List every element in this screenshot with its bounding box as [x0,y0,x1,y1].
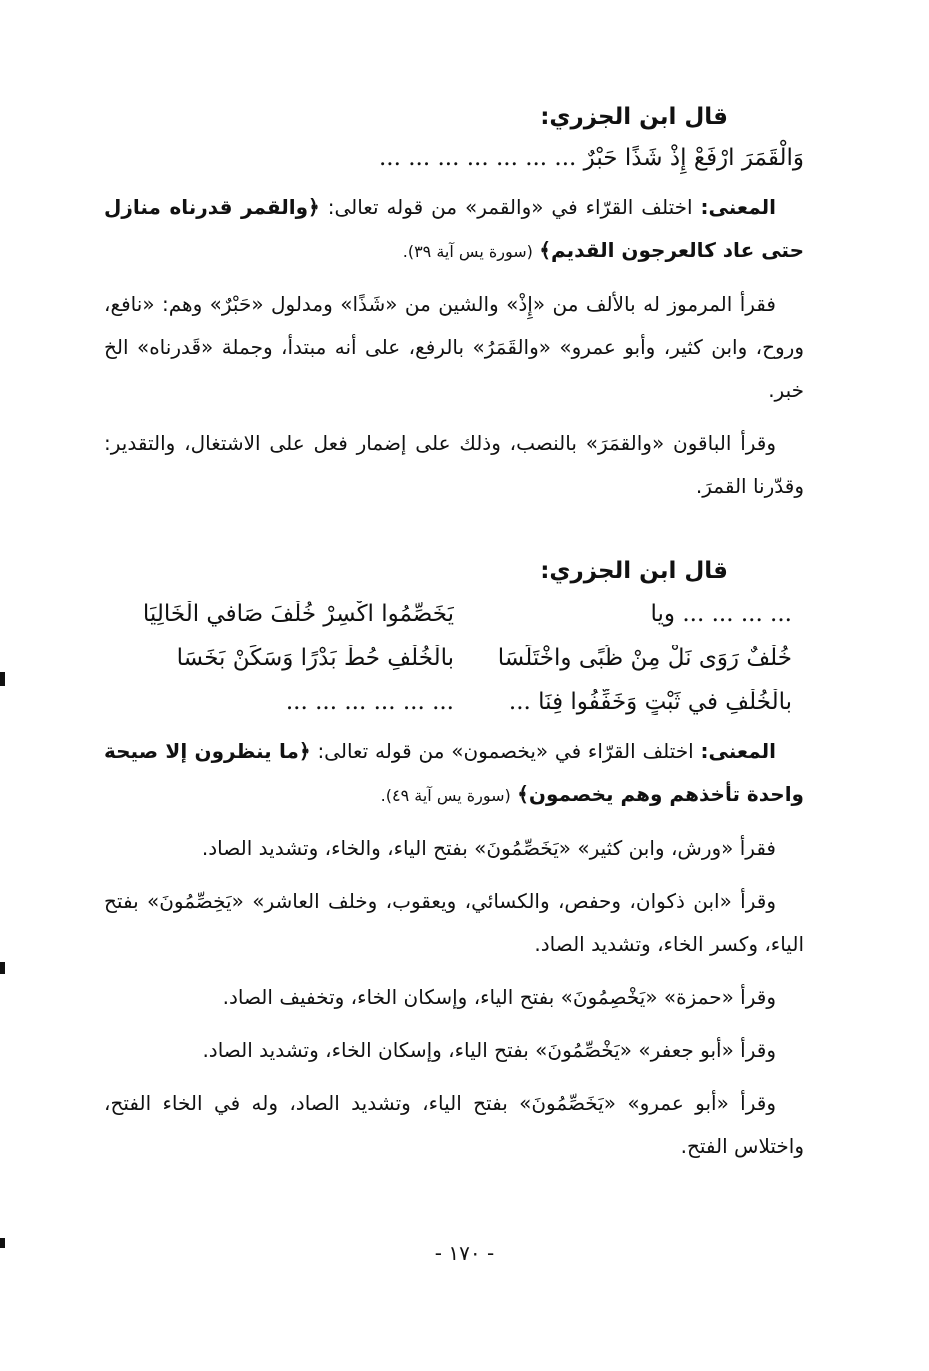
page-number: - ١٧٠ - [434,1241,495,1265]
section2-meaning [104,730,804,817]
page-content [104,100,804,1178]
section2-paragraph: وقرأ «حمزة» «يَخْصِمُونَ» بفتح الياء، وإسكان الخاء، وتخفيف الصاد. [222,985,776,1009]
section1-paragraph-1: فقرأ المرموز له بالألف من «إِذْ» والشين من «شَذًا» ومدلول «حَبْرٌ» وهم: «نافع، وروح، وابن كثير، وأبو عمرو» «والقَمَرُ» بالرفع، على أنه مبتدأ، وجملة «قَدرناه» الخ خبر. [104,292,804,402]
verse-hemistich-right: خُلْفٌ رَوَى نَلْ مِنْ ظُبًى واخْتَلَسَا [497,645,792,671]
scan-edge-mark [0,672,5,686]
section2-verses [104,592,804,724]
verse-hemistich-left: بالْخُلْفِ حُطْ بَدْرًا وَسَكِّنْ بَخَسَا [176,645,454,671]
section2-paragraph: فقرأ «ورش، وابن كثير» «يَخَصِّمُونَ» بفتح الياء، والخاء، وتشديد الصاد. [201,836,776,860]
quran-quote: ﴿ما ينظرون إلا صيحة واحدة تأخذهم وهم يخصمون﴾ [104,739,804,806]
verse-hemistich-right: بالْخُلْفِ في ثَبْتٍ وَخَفِّفُوا فِنَا ... [508,689,792,715]
section1-heading: قال ابن الجزري: [540,104,728,130]
verse-line [116,636,792,680]
scan-edge-mark [0,1238,5,1248]
meaning-text: اختلف القرّاء في «يخصمون» من قوله تعالى: [310,739,701,763]
section1-verse: وَالْقَمَرَ ارْفَعْ إِذْ شَذًا حَبْرٌ ... ... ... ... ... ... ... [378,145,804,171]
section2-heading: قال ابن الجزري: [540,558,728,584]
verse-hemistich-left: ... ... ... ... ... ... [285,689,454,715]
quran-quote: ﴿والقمر قدرناه منازل حتى عاد كالعرجون القديم﴾ [104,195,804,262]
section2-paragraph: وقرأ «أبو عمرو» «يَخَصِّمُونَ» بفتح الياء، وتشديد الصاد، وله في الخاء الفتح، واختلاس الفتح. [104,1091,804,1158]
meaning-label: المعنى: [700,195,776,219]
verse-hemistich-left: يَخَصِّمُوا اكْسِرْ خُلْفَ صَافي الْخَالِيَا [142,601,454,627]
verse-hemistich-right: ... ... ... ... ويا [650,601,792,627]
section2-paragraph: وقرأ «ابن ذكوان، وحفص، والكسائي، ويعقوب، وخلف العاشر» «يَخِصِّمُونَ» بفتح الياء، وكسر الخاء، وتشديد الصاد. [104,889,804,956]
quote-reference: (سورة يس آية ٣٩). [402,242,533,261]
scan-edge-mark [0,962,5,974]
section2-paragraph: وقرأ «أبو جعفر» «يَخْصِّمُونَ» بفتح الياء، وإسكان الخاء، وتشديد الصاد. [202,1038,776,1062]
section1-meaning [104,186,804,273]
meaning-label: المعنى: [700,739,776,763]
section1-paragraph-2: وقرأ الباقون «والقمَرَ» بالنصب، وذلك على إضمار فعل على الاشتغال، والتقدير: وقدّرنا القمرَ. [104,431,804,498]
verse-line [116,680,792,724]
quote-reference: (سورة يس آية ٤٩). [380,786,511,805]
meaning-text: اختلف القرّاء في «والقمر» من قوله تعالى: [319,195,701,219]
section-gap [104,518,804,554]
verse-line [116,592,792,636]
